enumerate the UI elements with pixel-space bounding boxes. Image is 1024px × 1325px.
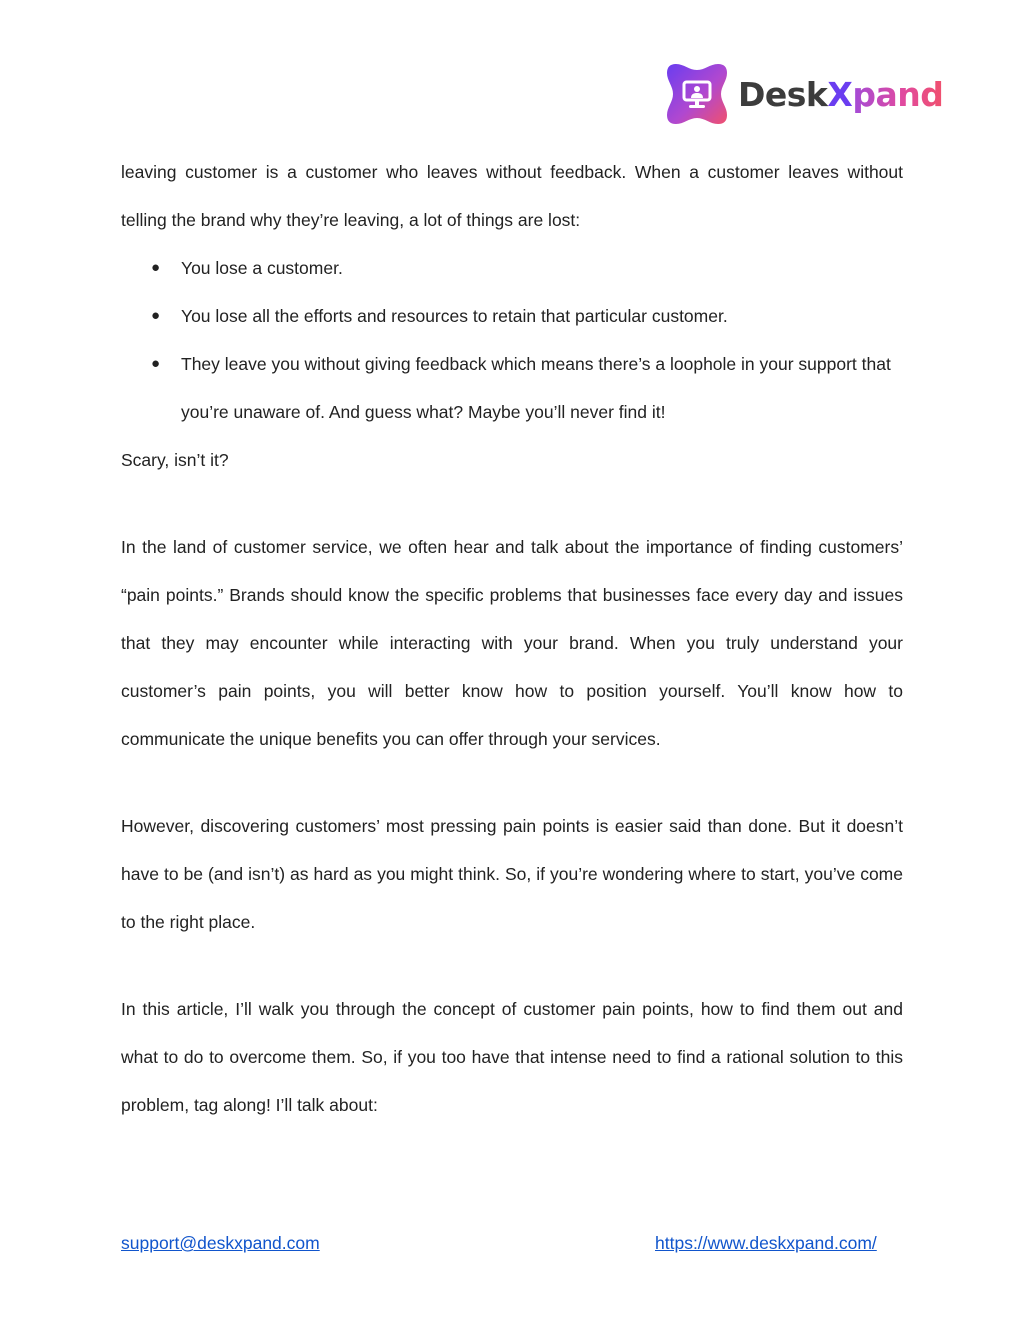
article-intro-paragraph: In this article, I’ll walk you through the concept of customer pain points, how to find them out and what to do to overcome them. So, if you too have that intense need to find a rational solution to this problem, tag along! I’ll talk about:: [121, 999, 903, 1115]
discovering-paragraph: However, discovering customers’ most pressing pain points is easier said than done. But it doesn’t have to be (and isn’t) as hard as you might think. So, if you’re wondering where to start, you’ve come to the right place.: [121, 816, 903, 932]
bullet-item: ● They leave you without giving feedback which means there’s a loophole in your support that you’re unaware of. And guess what? Maybe you’ll never find it!: [121, 340, 903, 436]
intro-paragraph: leaving customer is a customer who leaves without feedback. When a customer leaves without telling the brand why they’re leaving, a lot of things are lost:: [121, 162, 903, 230]
document-body: [121, 148, 903, 1129]
bullet-dot-icon: ●: [151, 355, 161, 372]
brand-name: DeskXpand: [738, 74, 944, 114]
bullet-item: ● You lose a customer.: [121, 244, 903, 292]
scary-line: Scary, isn’t it?: [121, 450, 229, 470]
support-email-link[interactable]: support@deskxpand.com: [121, 1233, 320, 1253]
bullet-dot-icon: ●: [151, 259, 161, 276]
bullet-dot-icon: ●: [151, 307, 161, 324]
brand-logo: [664, 60, 943, 128]
website-link[interactable]: https://www.deskxpand.com/: [655, 1233, 877, 1253]
bullet-list: [121, 244, 903, 436]
bullet-item: ● You lose all the efforts and resources to retain that particular customer.: [121, 292, 903, 340]
pain-points-paragraph: In the land of customer service, we often hear and talk about the importance of finding customers’ “pain points.” Brands should know the specific problems that businesses face every day and issues that they may encounter while interacting with your brand. When you truly understand your customer’s pain points, you will better know how to position yourself. You’ll know how to communicate the unique benefits you can offer through your services.: [121, 537, 903, 749]
deskxpand-logo-icon: [664, 61, 730, 127]
